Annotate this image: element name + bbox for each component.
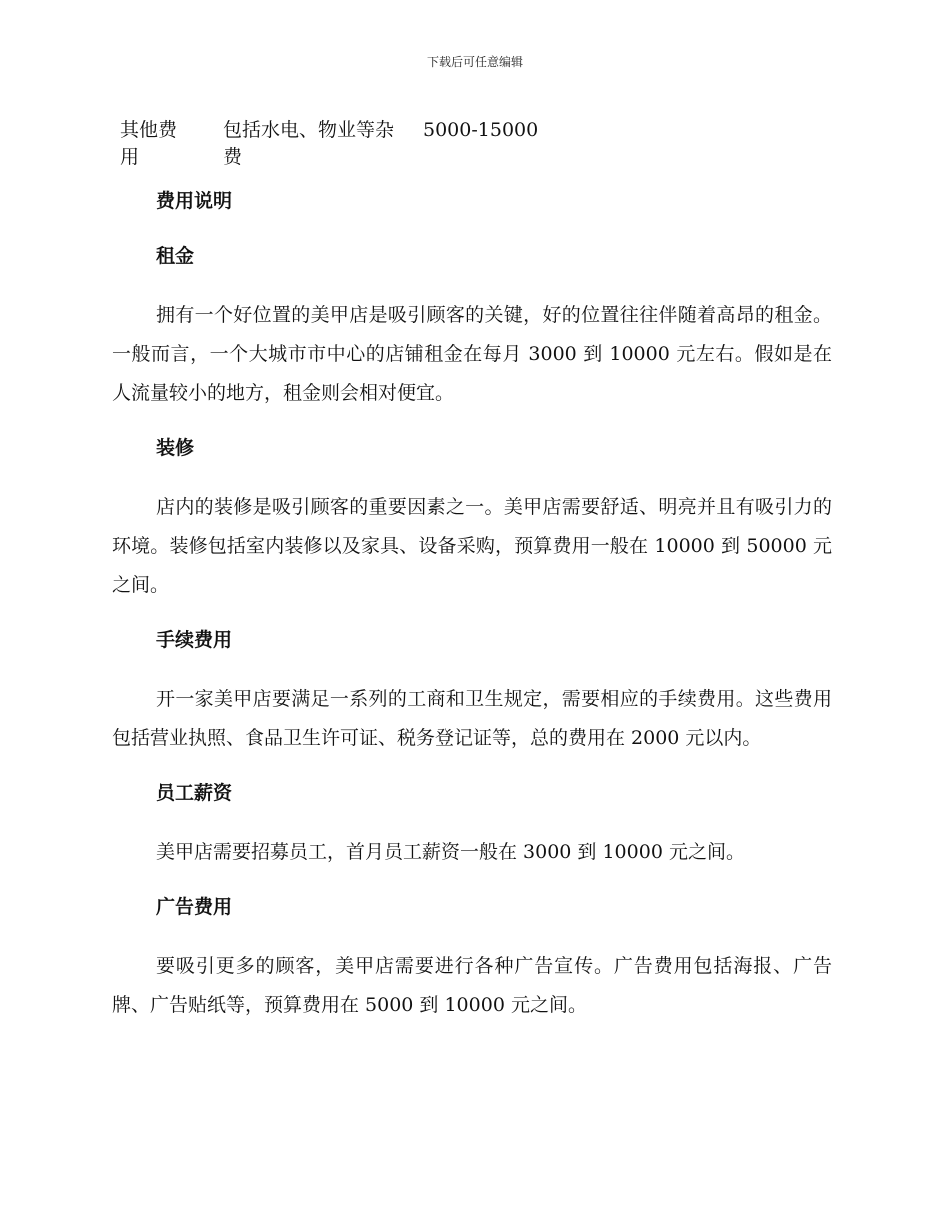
paragraph-rent: 拥有一个好位置的美甲店是吸引顾客的关键，好的位置往往伴随着高昂的租金。一般而言，一个大城市市中心的店铺租金在每月 3000 到 10000 元左右。假如是在人流量较小的地方，租金则会相对便宜。	[112, 304, 832, 404]
table-cell-description: 包括水电、物业等杂费	[223, 119, 395, 168]
paragraph-decoration: 店内的装修是吸引顾客的重要因素之一。美甲店需要舒适、明亮并且有吸引力的环境。装修包括室内装修以及家具、设备采购，预算费用一般在 10000 到 50000 元之间。	[112, 496, 832, 596]
section-heading-salary: 员工薪资	[156, 782, 233, 804]
section-heading-advertising: 广告费用	[156, 896, 233, 918]
paragraph-advertising: 要吸引更多的顾客，美甲店需要进行各种广告宣传。广告费用包括海报、广告牌、广告贴纸等，预算费用在 5000 到 10000 元之间。	[112, 955, 832, 1016]
section-heading-decoration: 装修	[156, 437, 195, 459]
table-cell-cost: 5000-15000	[423, 119, 539, 141]
paragraph-salary: 美甲店需要招募员工，首月员工薪资一般在 3000 到 10000 元之间。	[156, 841, 745, 863]
section-heading-rent: 租金	[156, 245, 195, 267]
paragraph-fees: 开一家美甲店要满足一系列的工商和卫生规定，需要相应的手续费用。这些费用包括营业执照、食品卫生许可证、税务登记证等，总的费用在 2000 元以内。	[112, 688, 832, 749]
section-heading-fees: 手续费用	[156, 629, 233, 651]
table-cell-item: 其他费用	[120, 119, 178, 168]
section-heading-intro: 费用说明	[156, 190, 233, 212]
page-header-note: 下载后可任意编辑	[426, 55, 523, 69]
document-body	[112, 186, 832, 1045]
